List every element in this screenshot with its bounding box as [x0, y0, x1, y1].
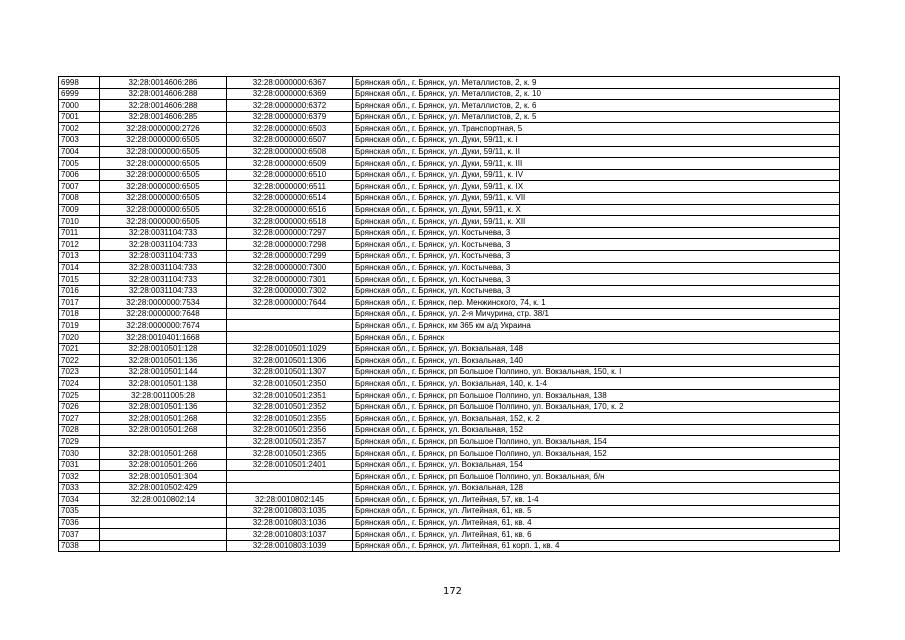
row-number-cell: 7009 — [59, 204, 100, 216]
building-cadastral-number-cell: 32:28:0000000:7299 — [227, 250, 353, 262]
address-cell: Брянская обл., г. Брянск, км 365 км а/д Украина — [353, 320, 840, 332]
address-cell: Брянская обл., г. Брянск, ул. Металлистов, 2, к. 6 — [353, 100, 840, 112]
table-row — [59, 343, 840, 355]
table-row — [59, 297, 840, 309]
row-number-cell: 7001 — [59, 111, 100, 123]
table-row — [59, 134, 840, 146]
land-cadastral-number-cell: 32:28:0000000:6505 — [100, 181, 227, 193]
land-cadastral-number-cell — [100, 540, 227, 552]
land-cadastral-number-cell — [100, 517, 227, 529]
row-number-cell: 7028 — [59, 424, 100, 436]
row-number-cell: 7018 — [59, 308, 100, 320]
table-row — [59, 424, 840, 436]
row-number-cell: 7030 — [59, 448, 100, 460]
table-row — [59, 355, 840, 367]
address-cell: Брянская обл., г. Брянск, ул. Вокзальная, 128 — [353, 482, 840, 494]
land-cadastral-number-cell: 32:28:0010401:1668 — [100, 332, 227, 344]
land-cadastral-number-cell: 32:28:0010501:304 — [100, 471, 227, 483]
land-cadastral-number-cell: 32:28:0000000:6505 — [100, 204, 227, 216]
table-row — [59, 517, 840, 529]
table-row — [59, 482, 840, 494]
land-cadastral-number-cell: 32:28:0010501:268 — [100, 448, 227, 460]
table-row — [59, 378, 840, 390]
land-cadastral-number-cell: 32:28:0000000:7648 — [100, 308, 227, 320]
address-cell: Брянская обл., г. Брянск, ул. Дуки, 59/11, к. I — [353, 134, 840, 146]
building-cadastral-number-cell: 32:28:0000000:7644 — [227, 297, 353, 309]
table-row — [59, 332, 840, 344]
row-number-cell: 7011 — [59, 227, 100, 239]
building-cadastral-number-cell: 32:28:0000000:6518 — [227, 216, 353, 228]
row-number-cell: 7031 — [59, 459, 100, 471]
building-cadastral-number-cell: 32:28:0010501:1307 — [227, 366, 353, 378]
table-row — [59, 505, 840, 517]
table-row — [59, 146, 840, 158]
table-row — [59, 366, 840, 378]
address-cell: Брянская обл., г. Брянск, ул. Вокзальная, 154 — [353, 459, 840, 471]
property-register-table — [58, 76, 840, 552]
table-row — [59, 204, 840, 216]
table-row — [59, 274, 840, 286]
land-cadastral-number-cell: 32:28:0010501:144 — [100, 366, 227, 378]
land-cadastral-number-cell: 32:28:0014606:285 — [100, 111, 227, 123]
address-cell: Брянская обл., г. Брянск, ул. Дуки, 59/11, к. III — [353, 158, 840, 170]
building-cadastral-number-cell: 32:28:0000000:6369 — [227, 88, 353, 100]
address-cell: Брянская обл., г. Брянск — [353, 332, 840, 344]
row-number-cell: 7021 — [59, 343, 100, 355]
building-cadastral-number-cell: 32:28:0010802:145 — [227, 494, 353, 506]
address-cell: Брянская обл., г. Брянск, рп Большое Полпино, ул. Вокзальная, 152 — [353, 448, 840, 460]
address-cell: Брянская обл., г. Брянск, рп Большое Полпино, ул. Вокзальная, 138 — [353, 390, 840, 402]
address-cell: Брянская обл., г. Брянск, ул. Литейная, 57, кв. 1-4 — [353, 494, 840, 506]
building-cadastral-number-cell: 32:28:0000000:6379 — [227, 111, 353, 123]
building-cadastral-number-cell: 32:28:0000000:7298 — [227, 239, 353, 251]
building-cadastral-number-cell — [227, 308, 353, 320]
page-number: 172 — [442, 586, 463, 597]
address-cell: Брянская обл., г. Брянск, ул. Вокзальная, 152 — [353, 424, 840, 436]
address-cell: Брянская обл., г. Брянск, ул. Литейная, 61, кв. 4 — [353, 517, 840, 529]
address-cell: Брянская обл., г. Брянск, ул. 2-я Мичурина, стр. 38/1 — [353, 308, 840, 320]
row-number-cell: 7008 — [59, 192, 100, 204]
address-cell: Брянская обл., г. Брянск, ул. Вокзальная, 140 — [353, 355, 840, 367]
address-cell: Брянская обл., г. Брянск, ул. Дуки, 59/11, к. IX — [353, 181, 840, 193]
row-number-cell: 7027 — [59, 413, 100, 425]
land-cadastral-number-cell: 32:28:0000000:6505 — [100, 146, 227, 158]
row-number-cell: 7026 — [59, 401, 100, 413]
building-cadastral-number-cell: 32:28:0010501:2355 — [227, 413, 353, 425]
address-cell: Брянская обл., г. Брянск, ул. Костычева, 3 — [353, 227, 840, 239]
table-row — [59, 471, 840, 483]
row-number-cell: 7038 — [59, 540, 100, 552]
table-row — [59, 88, 840, 100]
table-row — [59, 459, 840, 471]
building-cadastral-number-cell: 32:28:0000000:6367 — [227, 77, 353, 89]
address-cell: Брянская обл., г. Брянск, рп Большое Полпино, ул. Вокзальная, 154 — [353, 436, 840, 448]
building-cadastral-number-cell: 32:28:0000000:6509 — [227, 158, 353, 170]
address-cell: Брянская обл., г. Брянск, ул. Костычева, 3 — [353, 274, 840, 286]
land-cadastral-number-cell: 32:28:0014606:286 — [100, 77, 227, 89]
land-cadastral-number-cell: 32:28:0000000:6505 — [100, 216, 227, 228]
row-number-cell: 7003 — [59, 134, 100, 146]
land-cadastral-number-cell: 32:28:0010501:136 — [100, 355, 227, 367]
table-row — [59, 308, 840, 320]
building-cadastral-number-cell: 32:28:0000000:7302 — [227, 285, 353, 297]
row-number-cell: 7000 — [59, 100, 100, 112]
building-cadastral-number-cell: 32:28:0010501:1306 — [227, 355, 353, 367]
building-cadastral-number-cell: 32:28:0000000:6503 — [227, 123, 353, 135]
row-number-cell: 7006 — [59, 169, 100, 181]
building-cadastral-number-cell: 32:28:0000000:6508 — [227, 146, 353, 158]
address-cell: Брянская обл., г. Брянск, ул. Костычева, 3 — [353, 250, 840, 262]
land-cadastral-number-cell: 32:28:0010501:136 — [100, 401, 227, 413]
row-number-cell: 7022 — [59, 355, 100, 367]
row-number-cell: 7029 — [59, 436, 100, 448]
table-row — [59, 494, 840, 506]
row-number-cell: 7020 — [59, 332, 100, 344]
row-number-cell: 7013 — [59, 250, 100, 262]
row-number-cell: 7015 — [59, 274, 100, 286]
row-number-cell: 7005 — [59, 158, 100, 170]
address-cell: Брянская обл., г. Брянск, ул. Дуки, 59/11, к. II — [353, 146, 840, 158]
address-cell: Брянская обл., г. Брянск, ул. Транспортная, 5 — [353, 123, 840, 135]
row-number-cell: 7019 — [59, 320, 100, 332]
row-number-cell: 7035 — [59, 505, 100, 517]
address-cell: Брянская обл., г. Брянск, ул. Литейная, 61, кв. 6 — [353, 529, 840, 541]
table-row — [59, 77, 840, 89]
table-row — [59, 100, 840, 112]
land-cadastral-number-cell: 32:28:0000000:6505 — [100, 192, 227, 204]
table-row — [59, 250, 840, 262]
land-cadastral-number-cell: 32:28:0010502:429 — [100, 482, 227, 494]
table-row — [59, 540, 840, 552]
building-cadastral-number-cell: 32:28:0010803:1037 — [227, 529, 353, 541]
address-cell: Брянская обл., г. Брянск, ул. Дуки, 59/11, к. X — [353, 204, 840, 216]
land-cadastral-number-cell: 32:28:0031104:733 — [100, 227, 227, 239]
row-number-cell: 7025 — [59, 390, 100, 402]
table-row — [59, 529, 840, 541]
land-cadastral-number-cell: 32:28:0031104:733 — [100, 262, 227, 274]
building-cadastral-number-cell: 32:28:0010501:2357 — [227, 436, 353, 448]
row-number-cell: 7016 — [59, 285, 100, 297]
land-cadastral-number-cell — [100, 436, 227, 448]
land-cadastral-number-cell: 32:28:0031104:733 — [100, 250, 227, 262]
table-row — [59, 227, 840, 239]
table-row — [59, 262, 840, 274]
building-cadastral-number-cell: 32:28:0010501:2401 — [227, 459, 353, 471]
row-number-cell: 7007 — [59, 181, 100, 193]
building-cadastral-number-cell: 32:28:0010803:1039 — [227, 540, 353, 552]
land-cadastral-number-cell: 32:28:0000000:2726 — [100, 123, 227, 135]
land-cadastral-number-cell — [100, 505, 227, 517]
row-number-cell: 7010 — [59, 216, 100, 228]
building-cadastral-number-cell — [227, 482, 353, 494]
address-cell: Брянская обл., г. Брянск, ул. Костычева, 3 — [353, 239, 840, 251]
building-cadastral-number-cell: 32:28:0010501:2350 — [227, 378, 353, 390]
table-row — [59, 436, 840, 448]
address-cell: Брянская обл., г. Брянск, ул. Костычева, 3 — [353, 262, 840, 274]
address-cell: Брянская обл., г. Брянск, ул. Вокзальная, 140, к. 1-4 — [353, 378, 840, 390]
building-cadastral-number-cell: 32:28:0010501:2365 — [227, 448, 353, 460]
address-cell: Брянская обл., г. Брянск, рп Большое Полпино, ул. Вокзальная, 170, к. 2 — [353, 401, 840, 413]
land-cadastral-number-cell: 32:28:0031104:733 — [100, 285, 227, 297]
table-row — [59, 158, 840, 170]
address-cell: Брянская обл., г. Брянск, ул. Дуки, 59/11, к. XII — [353, 216, 840, 228]
building-cadastral-number-cell: 32:28:0010501:2351 — [227, 390, 353, 402]
land-cadastral-number-cell: 32:28:0031104:733 — [100, 239, 227, 251]
building-cadastral-number-cell: 32:28:0000000:6511 — [227, 181, 353, 193]
table-row — [59, 169, 840, 181]
building-cadastral-number-cell: 32:28:0000000:6516 — [227, 204, 353, 216]
land-cadastral-number-cell: 32:28:0010501:268 — [100, 424, 227, 436]
row-number-cell: 7017 — [59, 297, 100, 309]
address-cell: Брянская обл., г. Брянск, ул. Дуки, 59/11, к. VII — [353, 192, 840, 204]
table-row — [59, 390, 840, 402]
row-number-cell: 7023 — [59, 366, 100, 378]
address-cell: Брянская обл., г. Брянск, ул. Металлистов, 2, к. 5 — [353, 111, 840, 123]
table-row — [59, 320, 840, 332]
land-cadastral-number-cell: 32:28:0031104:733 — [100, 274, 227, 286]
building-cadastral-number-cell — [227, 471, 353, 483]
row-number-cell: 7032 — [59, 471, 100, 483]
table-row — [59, 123, 840, 135]
address-cell: Брянская обл., г. Брянск, пер. Менжинского, 74, к. 1 — [353, 297, 840, 309]
address-cell: Брянская обл., г. Брянск, рп Большое Полпино, ул. Вокзальная, 150, к. I — [353, 366, 840, 378]
address-cell: Брянская обл., г. Брянск, ул. Металлистов, 2, к. 9 — [353, 77, 840, 89]
address-cell: Брянская обл., г. Брянск, ул. Дуки, 59/11, к. IV — [353, 169, 840, 181]
row-number-cell: 7014 — [59, 262, 100, 274]
land-cadastral-number-cell: 32:28:0010501:128 — [100, 343, 227, 355]
building-cadastral-number-cell — [227, 332, 353, 344]
building-cadastral-number-cell: 32:28:0000000:6514 — [227, 192, 353, 204]
address-cell: Брянская обл., г. Брянск, ул. Вокзальная, 148 — [353, 343, 840, 355]
row-number-cell: 7036 — [59, 517, 100, 529]
table-row — [59, 448, 840, 460]
table-row — [59, 285, 840, 297]
row-number-cell: 7037 — [59, 529, 100, 541]
table-row — [59, 192, 840, 204]
address-cell: Брянская обл., г. Брянск, ул. Литейная, 61 корп. 1, кв. 4 — [353, 540, 840, 552]
land-cadastral-number-cell: 32:28:0014606:288 — [100, 88, 227, 100]
land-cadastral-number-cell: 32:28:0000000:6505 — [100, 134, 227, 146]
row-number-cell: 7024 — [59, 378, 100, 390]
land-cadastral-number-cell: 32:28:0010501:266 — [100, 459, 227, 471]
land-cadastral-number-cell: 32:28:0010501:138 — [100, 378, 227, 390]
building-cadastral-number-cell: 32:28:0010501:1029 — [227, 343, 353, 355]
building-cadastral-number-cell: 32:28:0000000:6507 — [227, 134, 353, 146]
row-number-cell: 6998 — [59, 77, 100, 89]
building-cadastral-number-cell: 32:28:0000000:7301 — [227, 274, 353, 286]
table-row — [59, 181, 840, 193]
land-cadastral-number-cell: 32:28:0011005:28 — [100, 390, 227, 402]
table-row — [59, 111, 840, 123]
row-number-cell: 7033 — [59, 482, 100, 494]
land-cadastral-number-cell — [100, 529, 227, 541]
row-number-cell: 7012 — [59, 239, 100, 251]
land-cadastral-number-cell: 32:28:0014606:288 — [100, 100, 227, 112]
table-row — [59, 239, 840, 251]
building-cadastral-number-cell: 32:28:0000000:7300 — [227, 262, 353, 274]
row-number-cell: 7002 — [59, 123, 100, 135]
address-cell: Брянская обл., г. Брянск, рп Большое Полпино, ул. Вокзальная, б/н — [353, 471, 840, 483]
building-cadastral-number-cell — [227, 320, 353, 332]
table-row — [59, 413, 840, 425]
land-cadastral-number-cell: 32:28:0010501:268 — [100, 413, 227, 425]
building-cadastral-number-cell: 32:28:0010803:1036 — [227, 517, 353, 529]
building-cadastral-number-cell: 32:28:0000000:7297 — [227, 227, 353, 239]
building-cadastral-number-cell: 32:28:0000000:6372 — [227, 100, 353, 112]
building-cadastral-number-cell: 32:28:0000000:6510 — [227, 169, 353, 181]
row-number-cell: 7004 — [59, 146, 100, 158]
building-cadastral-number-cell: 32:28:0010501:2356 — [227, 424, 353, 436]
land-cadastral-number-cell: 32:28:0010802:14 — [100, 494, 227, 506]
building-cadastral-number-cell: 32:28:0010803:1035 — [227, 505, 353, 517]
address-cell: Брянская обл., г. Брянск, ул. Литейная, 61, кв. 5 — [353, 505, 840, 517]
address-cell: Брянская обл., г. Брянск, ул. Вокзальная, 152, к. 2 — [353, 413, 840, 425]
land-cadastral-number-cell: 32:28:0000000:6505 — [100, 158, 227, 170]
land-cadastral-number-cell: 32:28:0000000:6505 — [100, 169, 227, 181]
land-cadastral-number-cell: 32:28:0000000:7674 — [100, 320, 227, 332]
row-number-cell: 7034 — [59, 494, 100, 506]
address-cell: Брянская обл., г. Брянск, ул. Костычева, 3 — [353, 285, 840, 297]
address-cell: Брянская обл., г. Брянск, ул. Металлистов, 2, к. 10 — [353, 88, 840, 100]
land-cadastral-number-cell: 32:28:0000000:7534 — [100, 297, 227, 309]
row-number-cell: 6999 — [59, 88, 100, 100]
table-body — [59, 77, 840, 552]
table-row — [59, 216, 840, 228]
table-row — [59, 401, 840, 413]
building-cadastral-number-cell: 32:28:0010501:2352 — [227, 401, 353, 413]
